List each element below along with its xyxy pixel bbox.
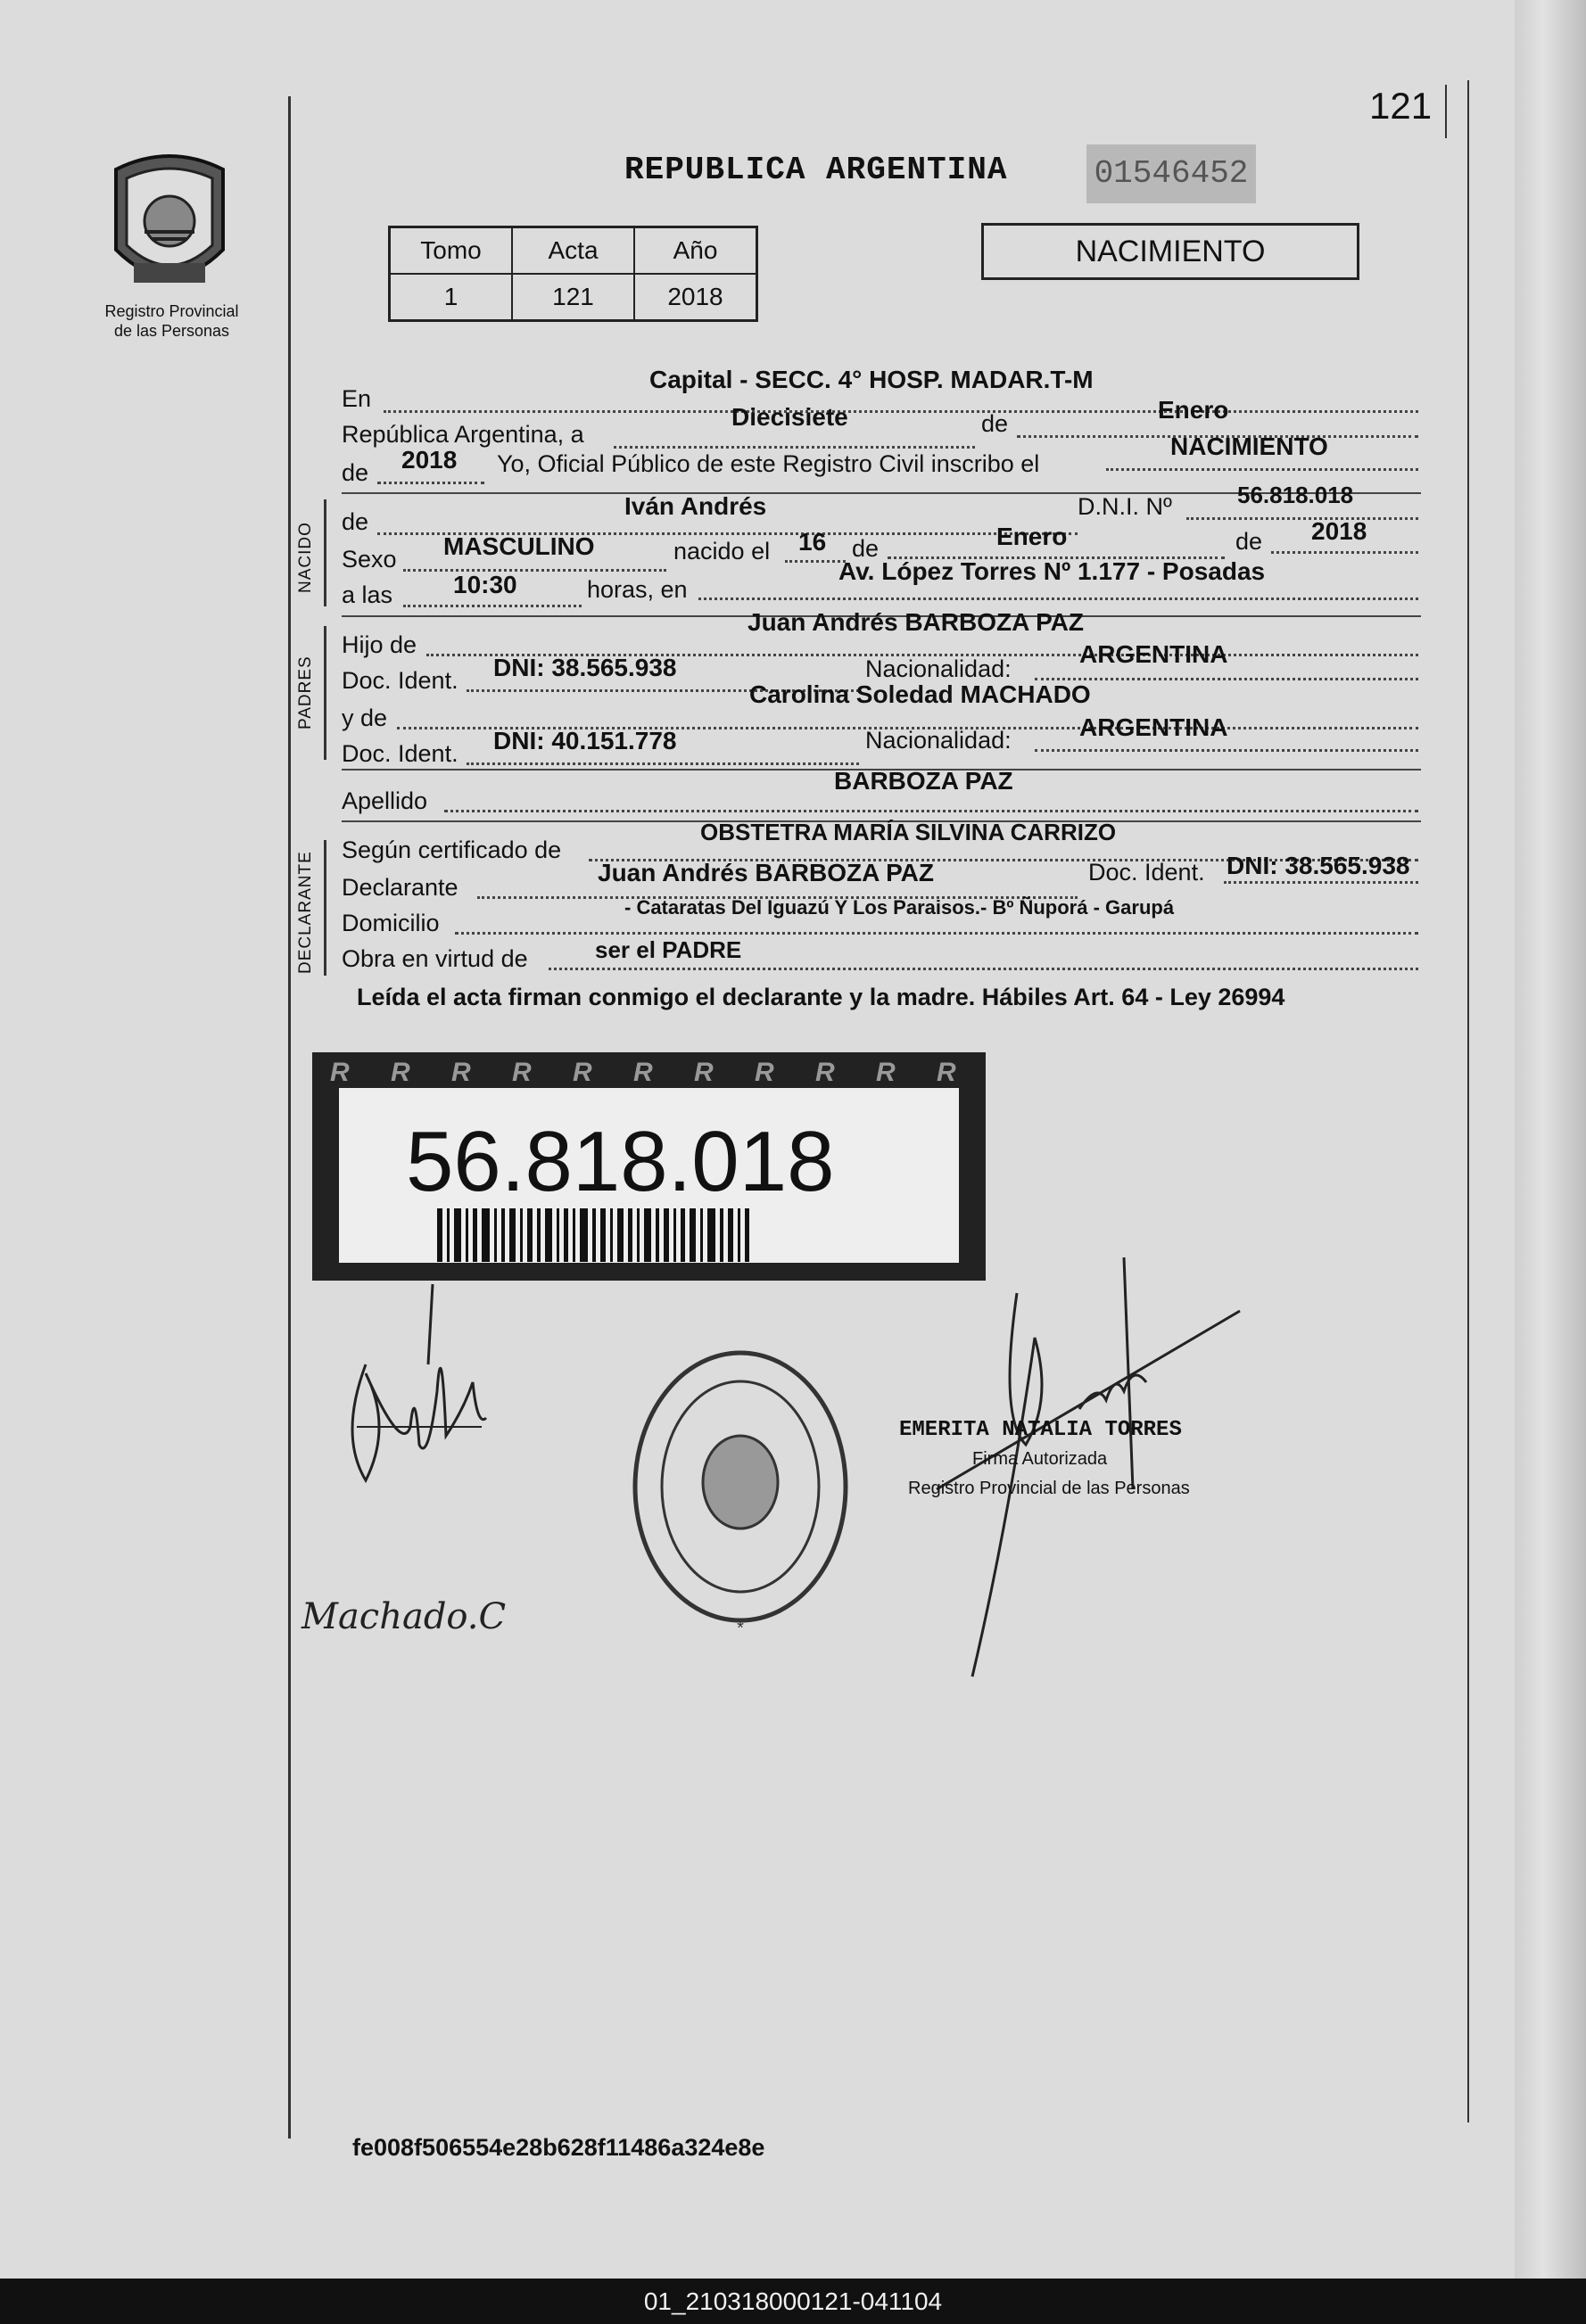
barcode-bar <box>628 1208 632 1262</box>
father-nationality: ARGENTINA <box>1079 640 1228 668</box>
pattern-letter: R <box>512 1058 532 1087</box>
registration-line <box>1106 468 1418 471</box>
apellido-label: Apellido <box>342 787 428 814</box>
declarant-doc: DNI: 38.565.938 <box>1227 852 1410 879</box>
nacido-bar <box>324 499 326 606</box>
declarante-bar <box>324 840 326 976</box>
officer-name: EMERITA NATALIA TORRES <box>899 1418 1182 1442</box>
officer-role-2: Registro Provincial de las Personas <box>908 1479 1190 1498</box>
padres-bar <box>324 626 326 760</box>
birth-year-line <box>1271 551 1418 554</box>
birth-year: 2018 <box>1311 517 1367 545</box>
pattern-letter: R <box>391 1058 410 1087</box>
officer-role-1: Firma Autorizada <box>972 1449 1108 1469</box>
day-line <box>614 446 975 449</box>
barcode-bar <box>573 1208 575 1262</box>
barcode-bar <box>644 1208 651 1262</box>
top-right-line <box>1445 85 1447 138</box>
sex-value: MASCULINO <box>443 532 595 560</box>
barcode-bar <box>637 1208 640 1262</box>
en-label: En <box>342 385 372 412</box>
registration-type: NACIMIENTO <box>1170 433 1328 460</box>
barcode-bar <box>600 1208 606 1262</box>
birth-day-line <box>785 560 846 563</box>
barcode-bar <box>509 1208 516 1262</box>
acta-value: 121 <box>512 274 634 321</box>
tomo-value: 1 <box>390 274 513 321</box>
anio-value: 2018 <box>634 274 757 321</box>
year-line <box>377 482 484 484</box>
barcode-bar <box>728 1208 733 1262</box>
hijo-label: Hijo de <box>342 631 417 658</box>
barcode-bar <box>656 1208 659 1262</box>
birth-time: 10:30 <box>453 571 517 598</box>
day-value: Diecisiete <box>731 403 848 431</box>
alas-label: a las <box>342 581 393 608</box>
pattern-letter: R <box>573 1058 592 1087</box>
barcode-bar <box>720 1208 723 1262</box>
barcode-bar <box>664 1208 669 1262</box>
father-nationality-line <box>1035 678 1418 680</box>
child-dni-line <box>1186 517 1418 520</box>
mother-name: Carolina Soledad MACHADO <box>749 680 1091 708</box>
acta-header: Acta <box>512 227 634 275</box>
mother-nationality: ARGENTINA <box>1079 713 1228 741</box>
province-logo <box>107 152 232 299</box>
pattern-letter: R <box>633 1058 653 1087</box>
right-margin-line <box>1467 80 1469 2122</box>
father-doc: DNI: 38.565.938 <box>493 654 677 681</box>
anio-header: Año <box>634 227 757 275</box>
child-dni: 56.818.018 <box>1237 482 1354 508</box>
svg-text:*: * <box>737 1619 744 1638</box>
address-line <box>455 932 1418 935</box>
barcode-bar <box>610 1208 613 1262</box>
segun-label: Según certificado de <box>342 836 562 863</box>
place-value: Capital - SECC. 4° HOSP. MADAR.T-M <box>649 366 1094 393</box>
registrar-text: Yo, Oficial Público de este Registro Civil inscribo el <box>497 450 1040 477</box>
dni-label: D.N.I. Nº <box>1078 493 1172 520</box>
de-label-4: de <box>852 535 880 562</box>
mother-doc-line <box>467 762 859 765</box>
address: - Cataratas Del Iguazú Y Los Paraisos.- Bº Ñuporá - Garupá <box>624 896 1175 919</box>
barcode-bar <box>494 1208 497 1262</box>
doc-label: Doc. Ident. <box>342 667 458 694</box>
closing-statement: Leída el acta firman conmigo el declarante y la madre. Hábiles Art. 64 - Ley 26994 <box>357 984 1285 1010</box>
barcode-bar <box>437 1208 442 1262</box>
nacido-label: nacido el <box>673 538 771 565</box>
declarant-signature <box>330 1275 508 1503</box>
father-name: Juan Andrés BARBOZA PAZ <box>748 608 1084 636</box>
declarant-doc-line <box>1224 881 1418 884</box>
mother-nationality-line <box>1035 749 1418 752</box>
mother-doc: DNI: 40.151.778 <box>493 727 677 754</box>
record-type-box: NACIMIENTO <box>981 223 1359 280</box>
page-number: 121 <box>1369 85 1433 127</box>
barcode-bar <box>592 1208 596 1262</box>
doc-label-3: Doc. Ident. <box>1088 859 1205 886</box>
surname-line <box>444 810 1418 812</box>
record-table <box>388 226 758 322</box>
barcode-bar <box>473 1208 477 1262</box>
registry-line2: de las Personas <box>113 322 230 340</box>
nacionalidad-label: Nacionalidad: <box>865 655 1012 682</box>
tomo-header: Tomo <box>390 227 513 275</box>
birth-month: Enero <box>996 523 1068 550</box>
yde-label: y de <box>342 705 388 731</box>
place-line <box>384 410 1418 413</box>
capacity: ser el PADRE <box>595 936 742 963</box>
certificate: OBSTETRA MARÍA SILVINA CARRIZO <box>700 819 1117 845</box>
pattern-letter: R <box>876 1058 896 1087</box>
nacionalidad-label-2: Nacionalidad: <box>865 727 1012 754</box>
barcode-bar <box>557 1208 559 1262</box>
registry-seal <box>629 1348 852 1643</box>
barcode-bar <box>681 1208 685 1262</box>
year-value: 2018 <box>401 446 458 474</box>
child-name: Iván Andrés <box>624 492 767 520</box>
barcode-bar <box>501 1208 505 1262</box>
capacity-line <box>549 968 1418 970</box>
birth-day: 16 <box>798 528 827 556</box>
doc-label-2: Doc. Ident. <box>342 740 458 767</box>
de-label-2: de <box>342 459 369 486</box>
barcode-bar <box>545 1208 552 1262</box>
de-label: de <box>981 410 1009 437</box>
surname: BARBOZA PAZ <box>834 767 1013 795</box>
barcode-bar <box>700 1208 703 1262</box>
barcode-bar <box>537 1208 541 1262</box>
sex-line <box>403 569 666 572</box>
barcode-bar <box>617 1208 624 1262</box>
padres-section-label: PADRES <box>296 655 315 729</box>
declarante-section-label: DECLARANTE <box>296 851 315 974</box>
sexo-label: Sexo <box>342 546 397 573</box>
document-hash: fe008f506554e28b628f11486a324e8e <box>352 2134 765 2161</box>
barcode-bar <box>580 1208 588 1262</box>
left-margin-line <box>288 96 291 2139</box>
barcode-number: 56.818.018 <box>406 1114 835 1209</box>
barcode-bar <box>482 1208 490 1262</box>
birth-time-line <box>403 605 582 607</box>
pattern-letter: R <box>937 1058 956 1087</box>
barcode-bar <box>738 1208 740 1262</box>
footer-id: 01_210318000121-041104 <box>0 2279 1586 2324</box>
horas-label: horas, en <box>587 576 688 603</box>
pattern-letter: R <box>815 1058 835 1087</box>
barcode-bar <box>564 1208 568 1262</box>
officer-signature <box>919 1257 1258 1690</box>
document-title: REPUBLICA ARGENTINA <box>624 152 1008 188</box>
declarant-name: Juan Andrés BARBOZA PAZ <box>598 859 934 886</box>
serial-number: 01546452 <box>1086 144 1256 203</box>
pattern-letter: R <box>330 1058 350 1087</box>
domicilio-label: Domicilio <box>342 910 440 936</box>
page-edge <box>1515 0 1586 2279</box>
de-label-3: de <box>342 508 369 535</box>
nacido-section-label: NACIDO <box>296 522 315 593</box>
obra-label: Obra en virtud de <box>342 945 528 972</box>
barcode-bar <box>745 1208 749 1262</box>
pattern-letter: R <box>451 1058 471 1087</box>
registry-caption <box>89 301 254 341</box>
barcode-bar <box>454 1208 461 1262</box>
de-label-5: de <box>1235 528 1263 555</box>
birth-place-line <box>698 597 1418 600</box>
barcode-bar <box>707 1208 715 1262</box>
republica-label: República Argentina, a <box>342 421 584 448</box>
pattern-letter: R <box>755 1058 774 1087</box>
month-value: Enero <box>1158 396 1229 424</box>
registry-line1: Registro Provincial <box>104 302 239 320</box>
barcode-bar <box>690 1208 696 1262</box>
barcode-bar <box>466 1208 468 1262</box>
barcode-bar <box>673 1208 676 1262</box>
birth-place: Av. López Torres Nº 1.177 - Posadas <box>838 557 1266 585</box>
declarante-label: Declarante <box>342 874 458 901</box>
barcode-bar <box>520 1208 523 1262</box>
mother-signature: Machado.C <box>302 1596 507 1637</box>
barcode-bar <box>447 1208 450 1262</box>
pattern-letter: R <box>694 1058 714 1087</box>
barcode-bar <box>527 1208 533 1262</box>
